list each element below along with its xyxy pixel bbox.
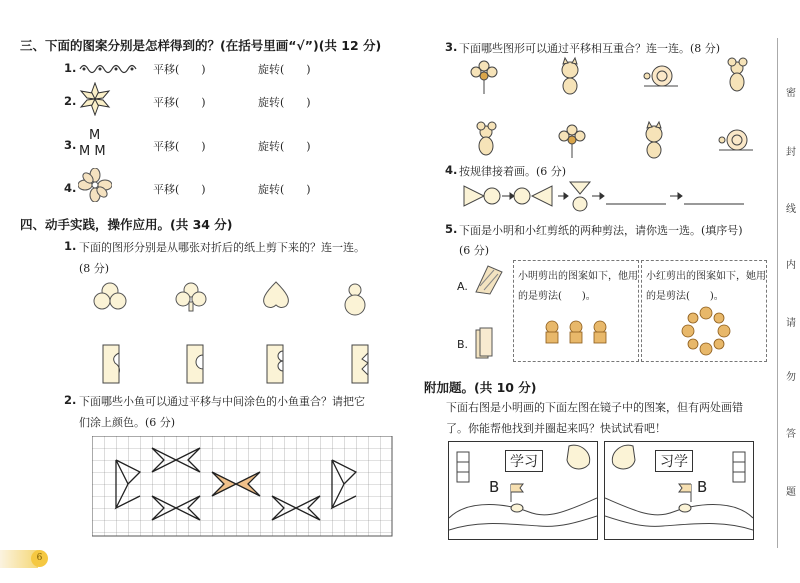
s3-item4-rotate[interactable]: 旋转( )	[258, 183, 311, 196]
folded-paper-b	[187, 345, 203, 383]
s4-q1-score: (8 分)	[79, 262, 110, 275]
animals-row-bottom	[462, 120, 762, 160]
folded-paper-d	[352, 345, 368, 383]
triangle-left-shape	[532, 186, 552, 206]
margin-char-4: 内	[786, 260, 796, 271]
triangle-down-shape	[570, 182, 590, 194]
bird-right	[679, 504, 691, 512]
s4-q1-text: 下面的图形分别是从哪张对折后的纸上剪下来的？连一连。	[79, 241, 365, 254]
panel-xiaoming	[513, 260, 639, 362]
margin-char-3: 线	[786, 204, 796, 215]
letter-b-left: B	[489, 478, 500, 496]
bird-left	[511, 504, 523, 512]
panel-xiaohong-line1: 小红剪出的图案如下，她用	[646, 271, 766, 282]
flower-icon	[471, 61, 497, 94]
bear-ring-figure	[680, 305, 732, 357]
bonus-title: 附加题。(共 10 分)	[424, 380, 537, 395]
flower-icon	[559, 125, 585, 158]
sign-left: 学习	[505, 450, 543, 472]
fish-grid	[92, 436, 398, 542]
option-b-label: B.	[457, 338, 469, 351]
section3-title: 三、下面的图案分别是怎样得到的？(在括号里画“√”)(共 12 分)	[20, 38, 382, 53]
pattern-sequence	[462, 180, 772, 212]
mirror-right-picture[interactable]	[604, 441, 754, 540]
star-rotation-figure	[78, 82, 112, 116]
snail-icon	[719, 130, 753, 150]
fold-method-a-icon	[474, 262, 504, 296]
section4-title: 四、动手实践，操作应用。(共 34 分)	[20, 217, 233, 232]
bear-chain-figure	[542, 319, 612, 345]
s3-item1-rotate[interactable]: 旋转( )	[258, 63, 311, 76]
panel-xiaohong	[641, 260, 767, 362]
s4-q2-text-line2: 们涂上颜色。(6 分)	[79, 416, 176, 429]
fold-method-b-icon	[474, 326, 496, 360]
ladder-right	[733, 452, 745, 482]
q4-num: 4.	[445, 163, 458, 177]
s3-item1-num: 1.	[64, 61, 77, 75]
circle-shape	[484, 188, 500, 204]
s4-q2-text-line1: 下面哪些小鱼可以通过平移与中间涂色的小鱼重合？请把它	[79, 395, 365, 408]
q5-num: 5.	[445, 222, 458, 236]
animals-row-top	[462, 56, 762, 96]
s3-item4-translate[interactable]: 平移( )	[153, 183, 206, 196]
letter-b-right: B	[697, 478, 708, 496]
option-a-label: A.	[457, 280, 468, 293]
club-shape	[176, 283, 206, 311]
letter-m-bottom: M M	[79, 144, 106, 159]
panel-xiaoming-line2: 的是剪法( )。	[518, 291, 596, 302]
s4-q2-num: 2.	[64, 393, 77, 407]
margin-char-8: 题	[786, 487, 796, 498]
binding-line	[777, 38, 778, 548]
s3-item3-rotate[interactable]: 旋转( )	[258, 140, 311, 153]
bonus-line2: 了。你能帮他找到并圈起来吗？快试试看吧！	[446, 422, 666, 435]
margin-char-6: 勿	[786, 372, 796, 383]
trefoil-shape	[94, 283, 126, 309]
cloud-left	[567, 445, 590, 469]
ladder-left	[457, 452, 469, 482]
margin-char-5: 请	[786, 318, 796, 329]
folded-paper-c	[267, 345, 283, 383]
q3-num: 3.	[445, 40, 458, 54]
s3-item4-num: 4.	[64, 181, 77, 195]
q3-text: 下面哪些图形可以通过平移相互重合？连一连。(8 分)	[459, 42, 721, 55]
s3-item2-rotate[interactable]: 旋转( )	[258, 96, 311, 109]
cat-icon	[562, 58, 578, 94]
letter-m-top: M	[89, 128, 101, 143]
s3-item3-num: 3.	[64, 138, 77, 152]
cloud-right	[612, 445, 635, 469]
s4-q1-num: 1.	[64, 239, 77, 253]
mouse-icon	[477, 122, 496, 155]
s3-item1-translate[interactable]: 平移( )	[153, 63, 206, 76]
spade-shape	[264, 282, 289, 308]
margin-char-1: 密	[786, 88, 796, 99]
panel-xiaoming-line1: 小明剪出的图案如下，他用	[518, 271, 638, 282]
s3-item2-translate[interactable]: 平移( )	[153, 96, 206, 109]
folded-paper-row	[95, 343, 385, 385]
triangle-right-shape	[464, 186, 484, 206]
mouse-icon	[728, 58, 747, 91]
wave-border-figure	[78, 62, 142, 74]
mirror-left-picture	[448, 441, 598, 540]
page-number: 6	[31, 550, 48, 567]
folded-paper-a	[103, 345, 120, 383]
cutout-shapes-row	[90, 278, 390, 318]
q5-text: 下面是小明和小红剪纸的两种剪法，请你选一选。(填序号)	[459, 224, 743, 237]
margin-char-7: 答	[786, 429, 796, 440]
gourd-shape	[345, 284, 365, 315]
q4-text: 按规律接着画。(6 分)	[459, 165, 567, 178]
snail-icon	[644, 66, 678, 86]
margin-char-2: 封	[786, 147, 796, 158]
panel-xiaohong-line2: 的是剪法( )。	[646, 291, 724, 302]
q5-score: (6 分)	[459, 244, 490, 257]
bonus-line1: 下面右图是小明画的下面左图在镜子中的图案，但有两处画错	[446, 401, 743, 414]
s3-item3-translate[interactable]: 平移( )	[153, 140, 206, 153]
leaf-pinwheel-figure	[78, 168, 112, 202]
cat-icon	[646, 122, 662, 158]
sign-right: 习学	[655, 450, 693, 472]
s3-item2-num: 2.	[64, 94, 77, 108]
